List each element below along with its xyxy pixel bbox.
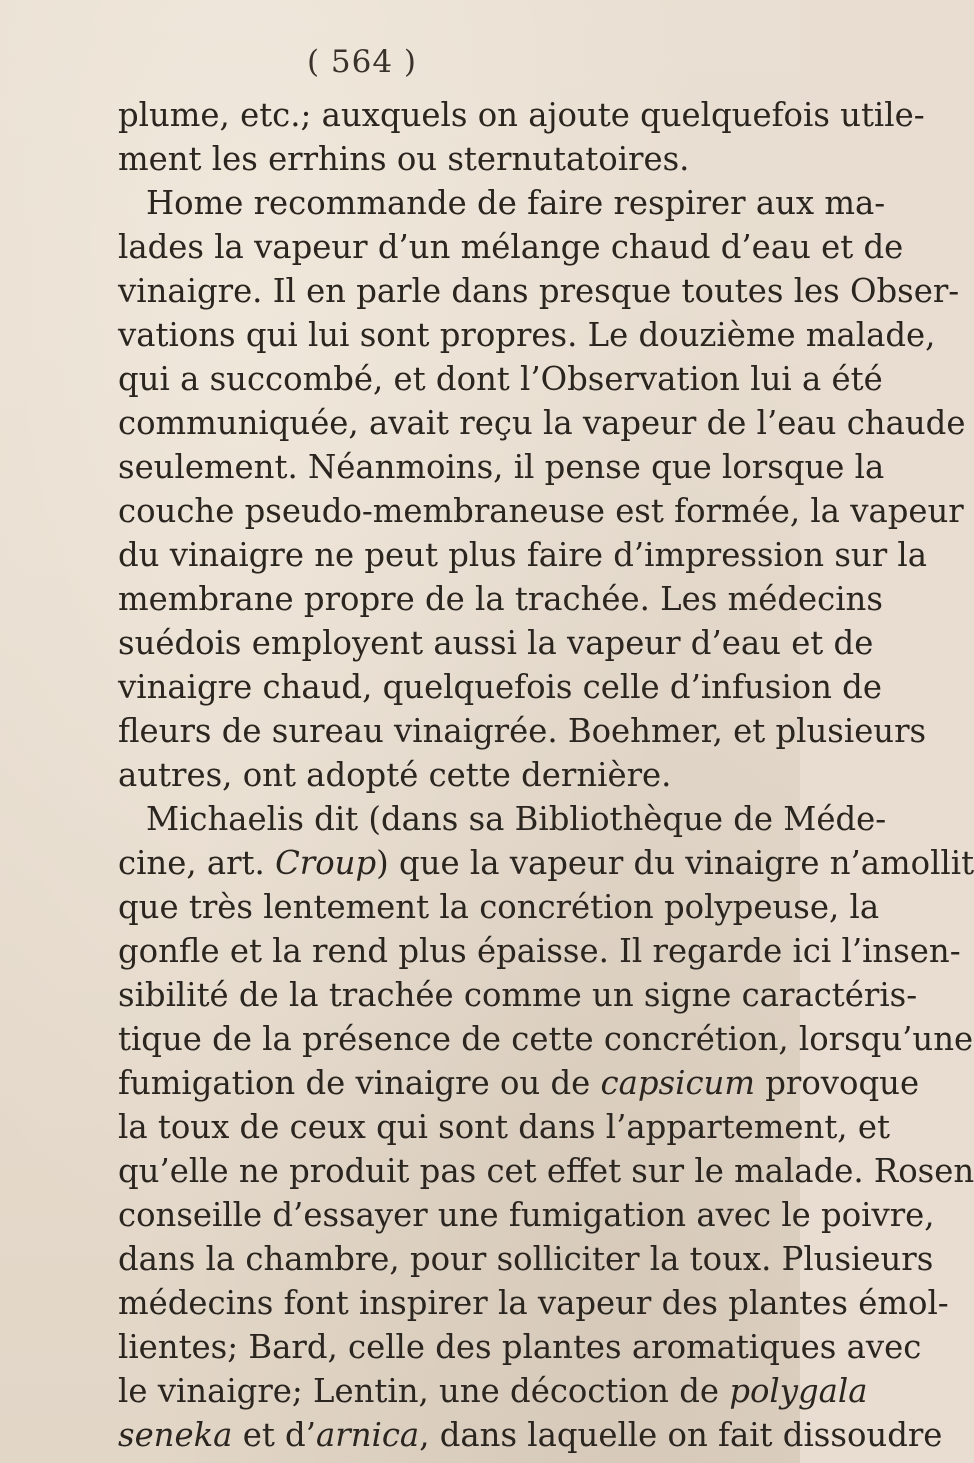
text-segment: et d’	[232, 1416, 317, 1454]
text-segment: provoque	[754, 1064, 920, 1102]
text-line: qui a succombé, et dont l’Observation lui a été	[118, 360, 883, 398]
italic-term: capsicum	[600, 1064, 755, 1102]
text-line: communiquée, avait reçu la vapeur de l’eau chaude	[118, 404, 966, 442]
text-line: que très lentement la concrétion polypeuse, la	[118, 888, 880, 926]
text-line: Home recommande de faire respirer aux ma-	[146, 184, 886, 222]
body-text	[118, 93, 974, 1457]
text-line: vinaigre chaud, quelquefois celle d’infusion de	[118, 668, 882, 706]
text-line: Michaelis dit (dans sa Bibliothèque de Méde-	[146, 800, 887, 838]
text-line	[118, 841, 974, 885]
italic-term: polygala	[729, 1372, 868, 1410]
text-line: qu’elle ne produit pas cet effet sur le malade. Rosen	[118, 1152, 974, 1190]
italic-term: seneka	[118, 1416, 233, 1454]
text-line: suédois employent aussi la vapeur d’eau et de	[118, 624, 874, 662]
text-segment: , dans laquelle on fait dissoudre	[419, 1416, 943, 1454]
text-line	[118, 1061, 920, 1105]
text-line: la toux de ceux qui sont dans l’appartement, et	[118, 1108, 890, 1146]
text-line: gonfle et la rend plus épaisse. Il regarde ici l’insen-	[118, 932, 961, 970]
text-line	[118, 1369, 868, 1413]
text-segment: fumigation de vinaigre ou de	[118, 1064, 601, 1102]
text-line	[118, 1413, 943, 1457]
text-line: vinaigre. Il en parle dans presque toutes les Obser-	[118, 272, 960, 310]
text-line: dans la chambre, pour solliciter la toux. Plusieurs	[118, 1240, 934, 1278]
text-line: couche pseudo-membraneuse est formée, la vapeur	[118, 492, 964, 530]
text-line: vations qui lui sont propres. Le douzième malade,	[118, 316, 936, 354]
text-line: membrane propre de la trachée. Les médecins	[118, 580, 883, 618]
text-line: médecins font inspirer la vapeur des plantes émol-	[118, 1284, 949, 1322]
text-line: ment les errhins ou sternutatoires.	[118, 140, 690, 178]
text-line: plume, etc.; auxquels on ajoute quelquefois utile-	[118, 96, 925, 134]
text-line: lades la vapeur d’un mélange chaud d’eau et de	[118, 228, 904, 266]
text-segment: cine, art.	[118, 844, 276, 882]
text-line: conseille d’essayer une fumigation avec le poivre,	[118, 1196, 935, 1234]
text-segment: le vinaigre; Lentin, une décoction de	[118, 1372, 730, 1410]
text-segment: ) que la vapeur du vinaigre n’amollit	[376, 844, 974, 882]
text-line: seulement. Néanmoins, il pense que lorsque la	[118, 448, 885, 486]
text-line: lientes; Bard, celle des plantes aromatiques avec	[118, 1328, 922, 1366]
page-number: ( 564 )	[306, 44, 418, 80]
italic-term: Croup	[275, 844, 377, 882]
text-line: autres, ont adopté cette dernière.	[118, 756, 672, 794]
text-line: fleurs de sureau vinaigrée. Boehmer, et plusieurs	[118, 712, 927, 750]
text-line: tique de la présence de cette concrétion, lorsqu’une	[118, 1020, 974, 1058]
italic-term: arnica	[316, 1416, 420, 1454]
text-line: du vinaigre ne peut plus faire d’impression sur la	[118, 536, 927, 574]
text-line: sibilité de la trachée comme un signe caractéris-	[118, 976, 918, 1014]
